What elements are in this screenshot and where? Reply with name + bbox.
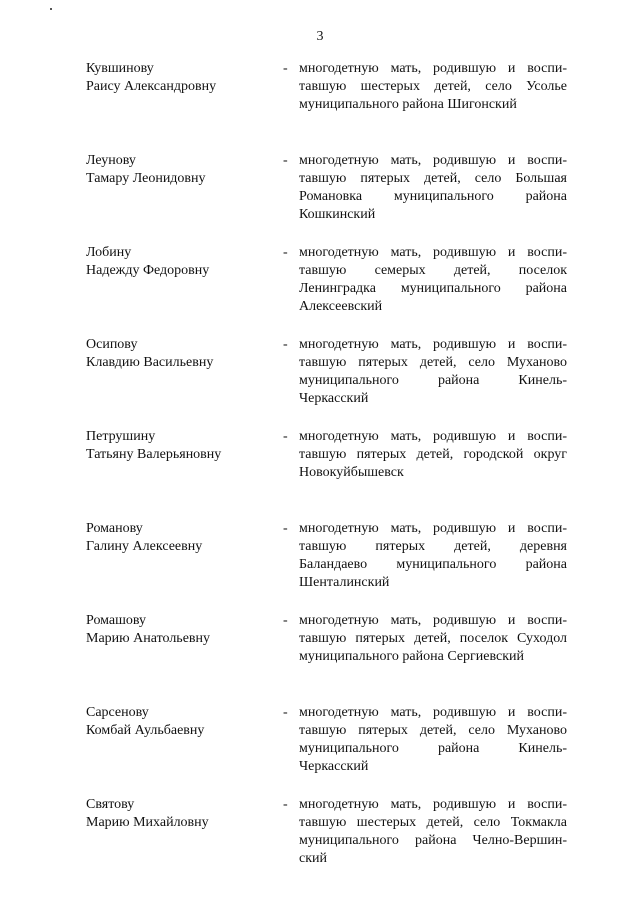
description-line: многодетную мать, родившую и воспи- xyxy=(299,797,567,812)
recipient-given-names: Клавдию Васильевну xyxy=(86,355,214,370)
description-line: многодетную мать, родившую и воспи- xyxy=(299,705,567,720)
recipient-given-names: Галину Алексеевну xyxy=(86,539,203,554)
description-line: многодетную мать, родившую и воспи- xyxy=(299,337,567,352)
description-line: муниципального района Кинель- xyxy=(299,741,567,756)
recipient-description xyxy=(299,520,567,592)
recipient-description xyxy=(299,60,567,114)
separator-dash: - xyxy=(283,245,288,260)
recipient-surname: Святову xyxy=(86,797,135,812)
list-item xyxy=(0,704,640,796)
recipient-description xyxy=(299,796,567,868)
description-line: тавшую шестерых детей, село Усолье xyxy=(299,79,567,94)
recipient-surname: Леунову xyxy=(86,153,136,168)
scan-speck xyxy=(50,8,52,10)
recipient-given-names: Тамару Леонидовну xyxy=(86,171,206,186)
list-item xyxy=(0,152,640,244)
recipient-surname: Кувшинову xyxy=(86,61,154,76)
separator-dash: - xyxy=(283,429,288,444)
description-line: Ленинградка муниципального района xyxy=(299,281,567,296)
recipient-description xyxy=(299,612,567,666)
description-line: Черкасский xyxy=(299,391,369,406)
list-item xyxy=(0,244,640,336)
recipient-description xyxy=(299,428,567,482)
recipient-description xyxy=(299,336,567,408)
separator-dash: - xyxy=(283,797,288,812)
recipient-description xyxy=(299,704,567,776)
recipient-surname: Сарсенову xyxy=(86,705,149,720)
recipient-surname: Ромашову xyxy=(86,613,147,628)
separator-dash: - xyxy=(283,153,288,168)
description-line: Черкасский xyxy=(299,759,369,774)
recipient-given-names: Татьяну Валерьяновну xyxy=(86,447,222,462)
description-line: ский xyxy=(299,851,327,866)
recipient-name xyxy=(86,428,266,464)
description-line: Алексеевский xyxy=(299,299,383,314)
description-line: тавшую шестерых детей, село Токмакла xyxy=(299,815,567,830)
description-line: муниципального района Челно-Вершин- xyxy=(299,833,567,848)
recipient-name xyxy=(86,520,266,556)
description-line: многодетную мать, родившую и воспи- xyxy=(299,521,567,536)
description-line: многодетную мать, родившую и воспи- xyxy=(299,245,567,260)
list-item xyxy=(0,60,640,152)
recipient-given-names: Марию Анатольевну xyxy=(86,631,211,646)
recipient-given-names: Комбай Аульбаевну xyxy=(86,723,205,738)
recipient-name xyxy=(86,244,266,280)
list-item xyxy=(0,520,640,612)
list-item xyxy=(0,336,640,428)
recipient-surname: Лобину xyxy=(86,245,132,260)
description-line: многодетную мать, родившую и воспи- xyxy=(299,613,567,628)
description-line: тавшую пятерых детей, село Большая xyxy=(299,171,567,186)
recipient-given-names: Надежду Федоровну xyxy=(86,263,210,278)
description-line: муниципального района Сергиевский xyxy=(299,649,525,664)
recipient-given-names: Марию Михайловну xyxy=(86,815,209,830)
recipient-name xyxy=(86,796,266,832)
description-line: Романовка муниципального района xyxy=(299,189,567,204)
recipient-name xyxy=(86,152,266,188)
description-line: тавшую пятерых детей, деревня xyxy=(299,539,567,554)
recipient-name xyxy=(86,704,266,740)
recipient-surname: Романову xyxy=(86,521,143,536)
separator-dash: - xyxy=(283,613,288,628)
page-number: 3 xyxy=(316,29,324,44)
list-item xyxy=(0,796,640,888)
award-list xyxy=(0,60,640,888)
recipient-description xyxy=(299,152,567,224)
separator-dash: - xyxy=(283,705,288,720)
description-line: муниципального района Шигонский xyxy=(299,97,517,112)
separator-dash: - xyxy=(283,337,288,352)
recipient-name xyxy=(86,60,266,96)
description-line: многодетную мать, родившую и воспи- xyxy=(299,429,567,444)
description-line: тавшую пятерых детей, село Муханово xyxy=(299,723,567,738)
description-line: муниципального района Кинель- xyxy=(299,373,567,388)
recipient-description xyxy=(299,244,567,316)
separator-dash: - xyxy=(283,61,288,76)
recipient-name xyxy=(86,612,266,648)
list-item xyxy=(0,428,640,520)
description-line: многодетную мать, родившую и воспи- xyxy=(299,61,567,76)
description-line: Кошкинский xyxy=(299,207,376,222)
list-item xyxy=(0,612,640,704)
recipient-surname: Осипову xyxy=(86,337,138,352)
recipient-surname: Петрушину xyxy=(86,429,156,444)
description-line: Баландаево муниципального района xyxy=(299,557,567,572)
separator-dash: - xyxy=(283,521,288,536)
recipient-name xyxy=(86,336,266,372)
description-line: тавшую пятерых детей, поселок Суходол xyxy=(299,631,567,646)
description-line: Новокуйбышевск xyxy=(299,465,404,480)
recipient-given-names: Раису Александровну xyxy=(86,79,217,94)
description-line: тавшую пятерых детей, село Муханово xyxy=(299,355,567,370)
description-line: тавшую пятерых детей, городской округ xyxy=(299,447,567,462)
description-line: тавшую семерых детей, поселок xyxy=(299,263,567,278)
description-line: Шенталинский xyxy=(299,575,390,590)
description-line: многодетную мать, родившую и воспи- xyxy=(299,153,567,168)
